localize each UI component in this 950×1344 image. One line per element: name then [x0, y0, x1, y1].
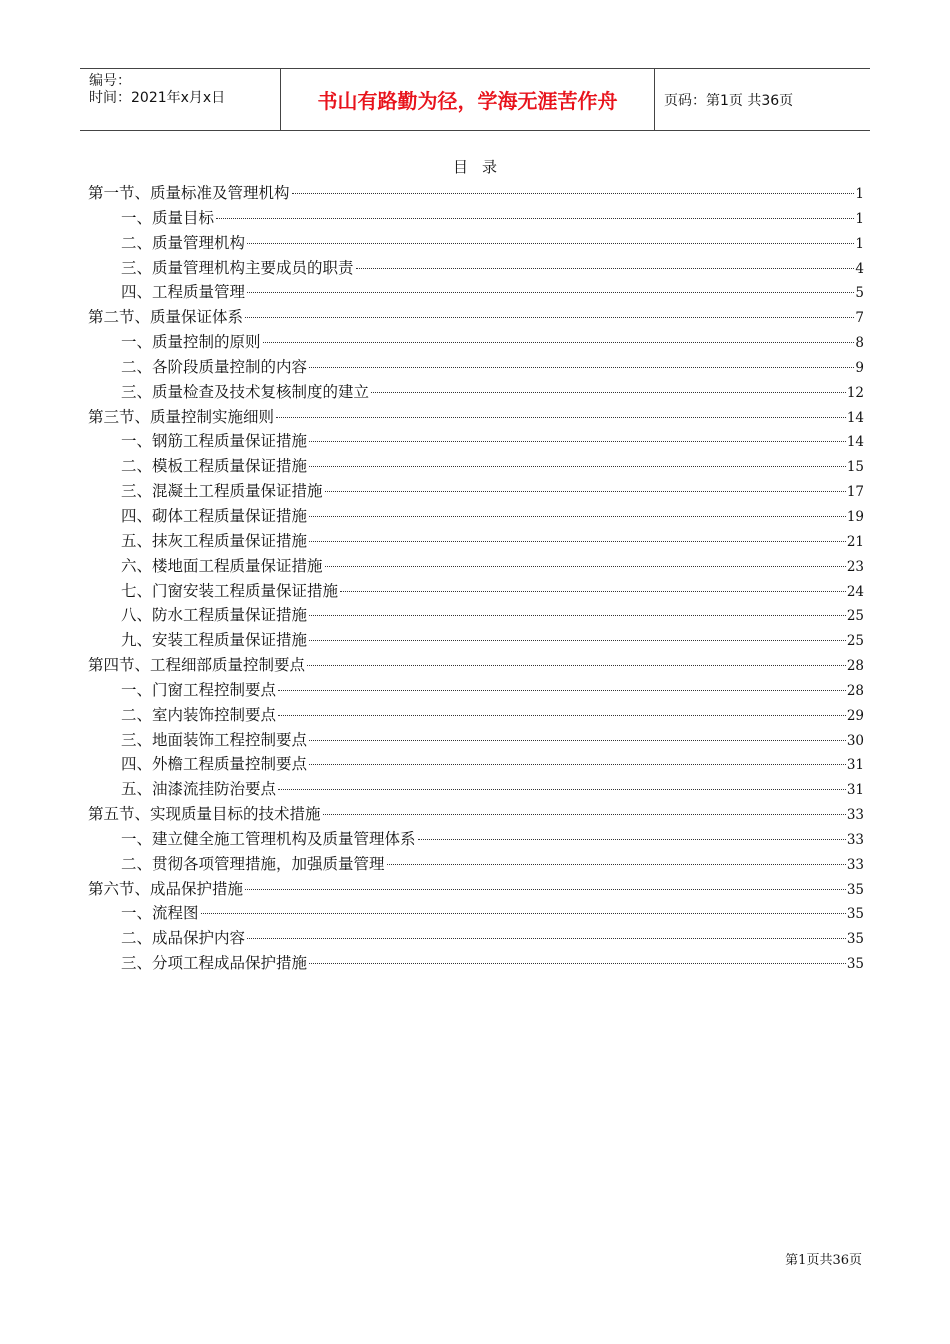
toc-dot-leader: [418, 839, 846, 840]
toc-entry-label: 二、各阶段质量控制的内容: [121, 357, 308, 376]
toc-subsection-entry[interactable]: [88, 529, 864, 554]
toc-entry-label: 三、混凝土工程质量保证措施: [121, 482, 323, 501]
table-of-contents: [88, 181, 864, 976]
header-meta-cell: [80, 69, 281, 130]
toc-section-entry[interactable]: [88, 802, 864, 827]
toc-dot-leader: [309, 541, 846, 542]
footer-page-number: 第1页共36页: [785, 1253, 862, 1268]
toc-entry-label: 九、安装工程质量保证措施: [121, 631, 308, 650]
toc-entry-page: 35: [846, 906, 864, 923]
toc-entry-page: 35: [846, 881, 864, 898]
toc-entry-page: 1: [855, 186, 864, 202]
toc-subsection-entry[interactable]: [88, 330, 864, 355]
toc-entry-page: 21: [846, 533, 864, 550]
toc-dot-leader: [340, 591, 846, 592]
toc-subsection-entry[interactable]: [88, 752, 864, 777]
toc-dot-leader: [309, 640, 846, 641]
toc-entry-label: 二、质量管理机构: [121, 233, 246, 252]
toc-entry-page: 4: [855, 260, 864, 277]
document-date: 时间：2021年x月x日: [89, 90, 226, 106]
toc-subsection-entry[interactable]: [88, 603, 864, 628]
toc-entry-label: 一、质量控制的原则: [121, 333, 261, 352]
toc-entry-label: 六、楼地面工程质量保证措施: [121, 556, 323, 575]
toc-dot-leader: [309, 615, 846, 616]
toc-entry-page: 1: [855, 210, 864, 227]
toc-entry-page: 24: [846, 583, 864, 600]
toc-subsection-entry[interactable]: [88, 479, 864, 504]
toc-entry-page: 30: [846, 732, 864, 749]
toc-dot-leader: [309, 441, 846, 442]
toc-entry-label: 第五节、实现质量目标的技术措施: [88, 805, 321, 824]
toc-dot-leader: [387, 864, 846, 865]
toc-subsection-entry[interactable]: [88, 628, 864, 653]
toc-dot-leader: [247, 938, 846, 939]
toc-dot-leader: [371, 392, 846, 393]
toc-entry-page: 9: [855, 359, 864, 376]
toc-entry-page: 15: [846, 459, 864, 476]
toc-subsection-entry[interactable]: [88, 206, 864, 231]
toc-section-entry[interactable]: [88, 653, 864, 678]
toc-entry-label: 四、工程质量管理: [121, 283, 246, 302]
toc-entry-page: 35: [846, 956, 864, 973]
toc-dot-leader: [309, 764, 846, 765]
toc-entry-label: 第三节、质量控制实施细则: [88, 407, 275, 426]
toc-entry-page: 25: [846, 608, 864, 625]
toc-entry-page: 23: [846, 558, 864, 575]
toc-entry-label: 一、质量目标: [121, 208, 215, 227]
toc-entry-page: 29: [846, 707, 864, 724]
toc-subsection-entry[interactable]: [88, 554, 864, 579]
header-motto: 书山有路勤为径，学海无涯苦作舟: [281, 69, 655, 130]
toc-entry-label: 四、砌体工程质量保证措施: [121, 506, 308, 525]
toc-entry-page: 1: [855, 235, 864, 252]
toc-entry-label: 一、流程图: [121, 904, 199, 923]
header-page-info: 页码：第1页 共36页: [664, 92, 794, 109]
toc-subsection-entry[interactable]: [88, 901, 864, 926]
toc-dot-leader: [356, 268, 855, 269]
toc-dot-leader: [278, 690, 846, 691]
document-header: [80, 68, 870, 131]
toc-entry-label: 第一节、质量标准及管理机构: [88, 184, 290, 202]
toc-dot-leader: [278, 789, 846, 790]
toc-subsection-entry[interactable]: [88, 504, 864, 529]
toc-entry-page: 8: [855, 335, 864, 352]
toc-dot-leader: [309, 466, 846, 467]
toc-entry-page: 19: [846, 508, 864, 525]
toc-subsection-entry[interactable]: [88, 280, 864, 305]
toc-dot-leader: [247, 243, 854, 244]
toc-subsection-entry[interactable]: [88, 429, 864, 454]
toc-entry-label: 第二节、质量保证体系: [88, 308, 244, 327]
toc-dot-leader: [309, 740, 846, 741]
toc-dot-leader: [325, 491, 846, 492]
toc-dot-leader: [278, 715, 846, 716]
toc-entry-label: 一、建立健全施工管理机构及质量管理体系: [121, 829, 416, 848]
toc-subsection-entry[interactable]: [88, 703, 864, 728]
toc-entry-label: 二、成品保护内容: [121, 929, 246, 948]
toc-subsection-entry[interactable]: [88, 678, 864, 703]
toc-section-entry[interactable]: [88, 305, 864, 330]
toc-subsection-entry[interactable]: [88, 827, 864, 852]
toc-dot-leader: [216, 218, 854, 219]
toc-entry-label: 一、钢筋工程质量保证措施: [121, 432, 308, 451]
toc-entry-page: 33: [846, 831, 864, 848]
toc-entry-page: 5: [855, 285, 864, 302]
toc-entry-page: 33: [846, 856, 864, 873]
toc-subsection-entry[interactable]: [88, 926, 864, 951]
toc-dot-leader: [325, 566, 846, 567]
toc-title: 目录: [452, 158, 511, 176]
toc-entry-label: 五、抹灰工程质量保证措施: [121, 531, 308, 550]
toc-dot-leader: [245, 317, 854, 318]
toc-dot-leader: [201, 913, 846, 914]
toc-dot-leader: [247, 292, 854, 293]
toc-entry-label: 三、分项工程成品保护措施: [121, 954, 308, 973]
toc-subsection-entry[interactable]: [88, 777, 864, 802]
toc-subsection-entry[interactable]: [88, 380, 864, 405]
toc-entry-page: 31: [846, 757, 864, 774]
toc-entry-label: 三、地面装饰工程控制要点: [121, 730, 308, 749]
toc-entry-label: 四、外檐工程质量控制要点: [121, 755, 308, 774]
toc-section-entry[interactable]: [88, 181, 864, 206]
toc-subsection-entry[interactable]: [88, 579, 864, 604]
toc-subsection-entry[interactable]: [88, 231, 864, 256]
toc-entry-label: 二、贯彻各项管理措施，加强质量管理: [121, 854, 385, 873]
toc-entry-label: 七、门窗安装工程质量保证措施: [121, 581, 339, 600]
toc-dot-leader: [263, 342, 855, 343]
toc-entry-page: 33: [846, 807, 864, 824]
toc-entry-page: 12: [846, 384, 864, 401]
toc-entry-page: 14: [846, 434, 864, 451]
toc-entry-page: 35: [846, 931, 864, 948]
toc-subsection-entry[interactable]: [88, 355, 864, 380]
toc-dot-leader: [276, 417, 846, 418]
document-number-label: 编号：: [89, 73, 131, 89]
toc-entry-label: 二、模板工程质量保证措施: [121, 457, 308, 476]
toc-entry-label: 五、油漆流挂防治要点: [121, 780, 277, 799]
toc-entry-page: 28: [846, 658, 864, 675]
toc-dot-leader: [309, 516, 846, 517]
toc-section-entry[interactable]: [88, 877, 864, 902]
toc-subsection-entry[interactable]: [88, 728, 864, 753]
toc-entry-page: 28: [846, 682, 864, 699]
toc-subsection-entry[interactable]: [88, 951, 864, 976]
toc-entry-label: 三、质量检查及技术复核制度的建立: [121, 382, 370, 401]
toc-dot-leader: [309, 367, 854, 368]
toc-entry-page: 31: [846, 782, 864, 799]
toc-subsection-entry[interactable]: [88, 454, 864, 479]
toc-entry-page: 14: [846, 409, 864, 426]
toc-dot-leader: [292, 193, 855, 194]
toc-subsection-entry[interactable]: [88, 256, 864, 281]
toc-dot-leader: [309, 963, 846, 964]
toc-entry-label: 八、防水工程质量保证措施: [121, 606, 308, 625]
toc-dot-leader: [245, 889, 846, 890]
toc-entry-label: 第六节、成品保护措施: [88, 879, 244, 898]
toc-entry-label: 二、室内装饰控制要点: [121, 705, 277, 724]
toc-dot-leader: [307, 665, 846, 666]
toc-subsection-entry[interactable]: [88, 852, 864, 877]
toc-dot-leader: [323, 814, 846, 815]
toc-section-entry[interactable]: [88, 405, 864, 430]
toc-entry-label: 三、质量管理机构主要成员的职责: [121, 258, 354, 277]
toc-entry-label: 第四节、工程细部质量控制要点: [88, 656, 306, 675]
toc-entry-page: 7: [855, 310, 864, 327]
toc-entry-label: 一、门窗工程控制要点: [121, 680, 277, 699]
toc-entry-page: 17: [846, 484, 864, 501]
toc-entry-page: 25: [846, 633, 864, 650]
